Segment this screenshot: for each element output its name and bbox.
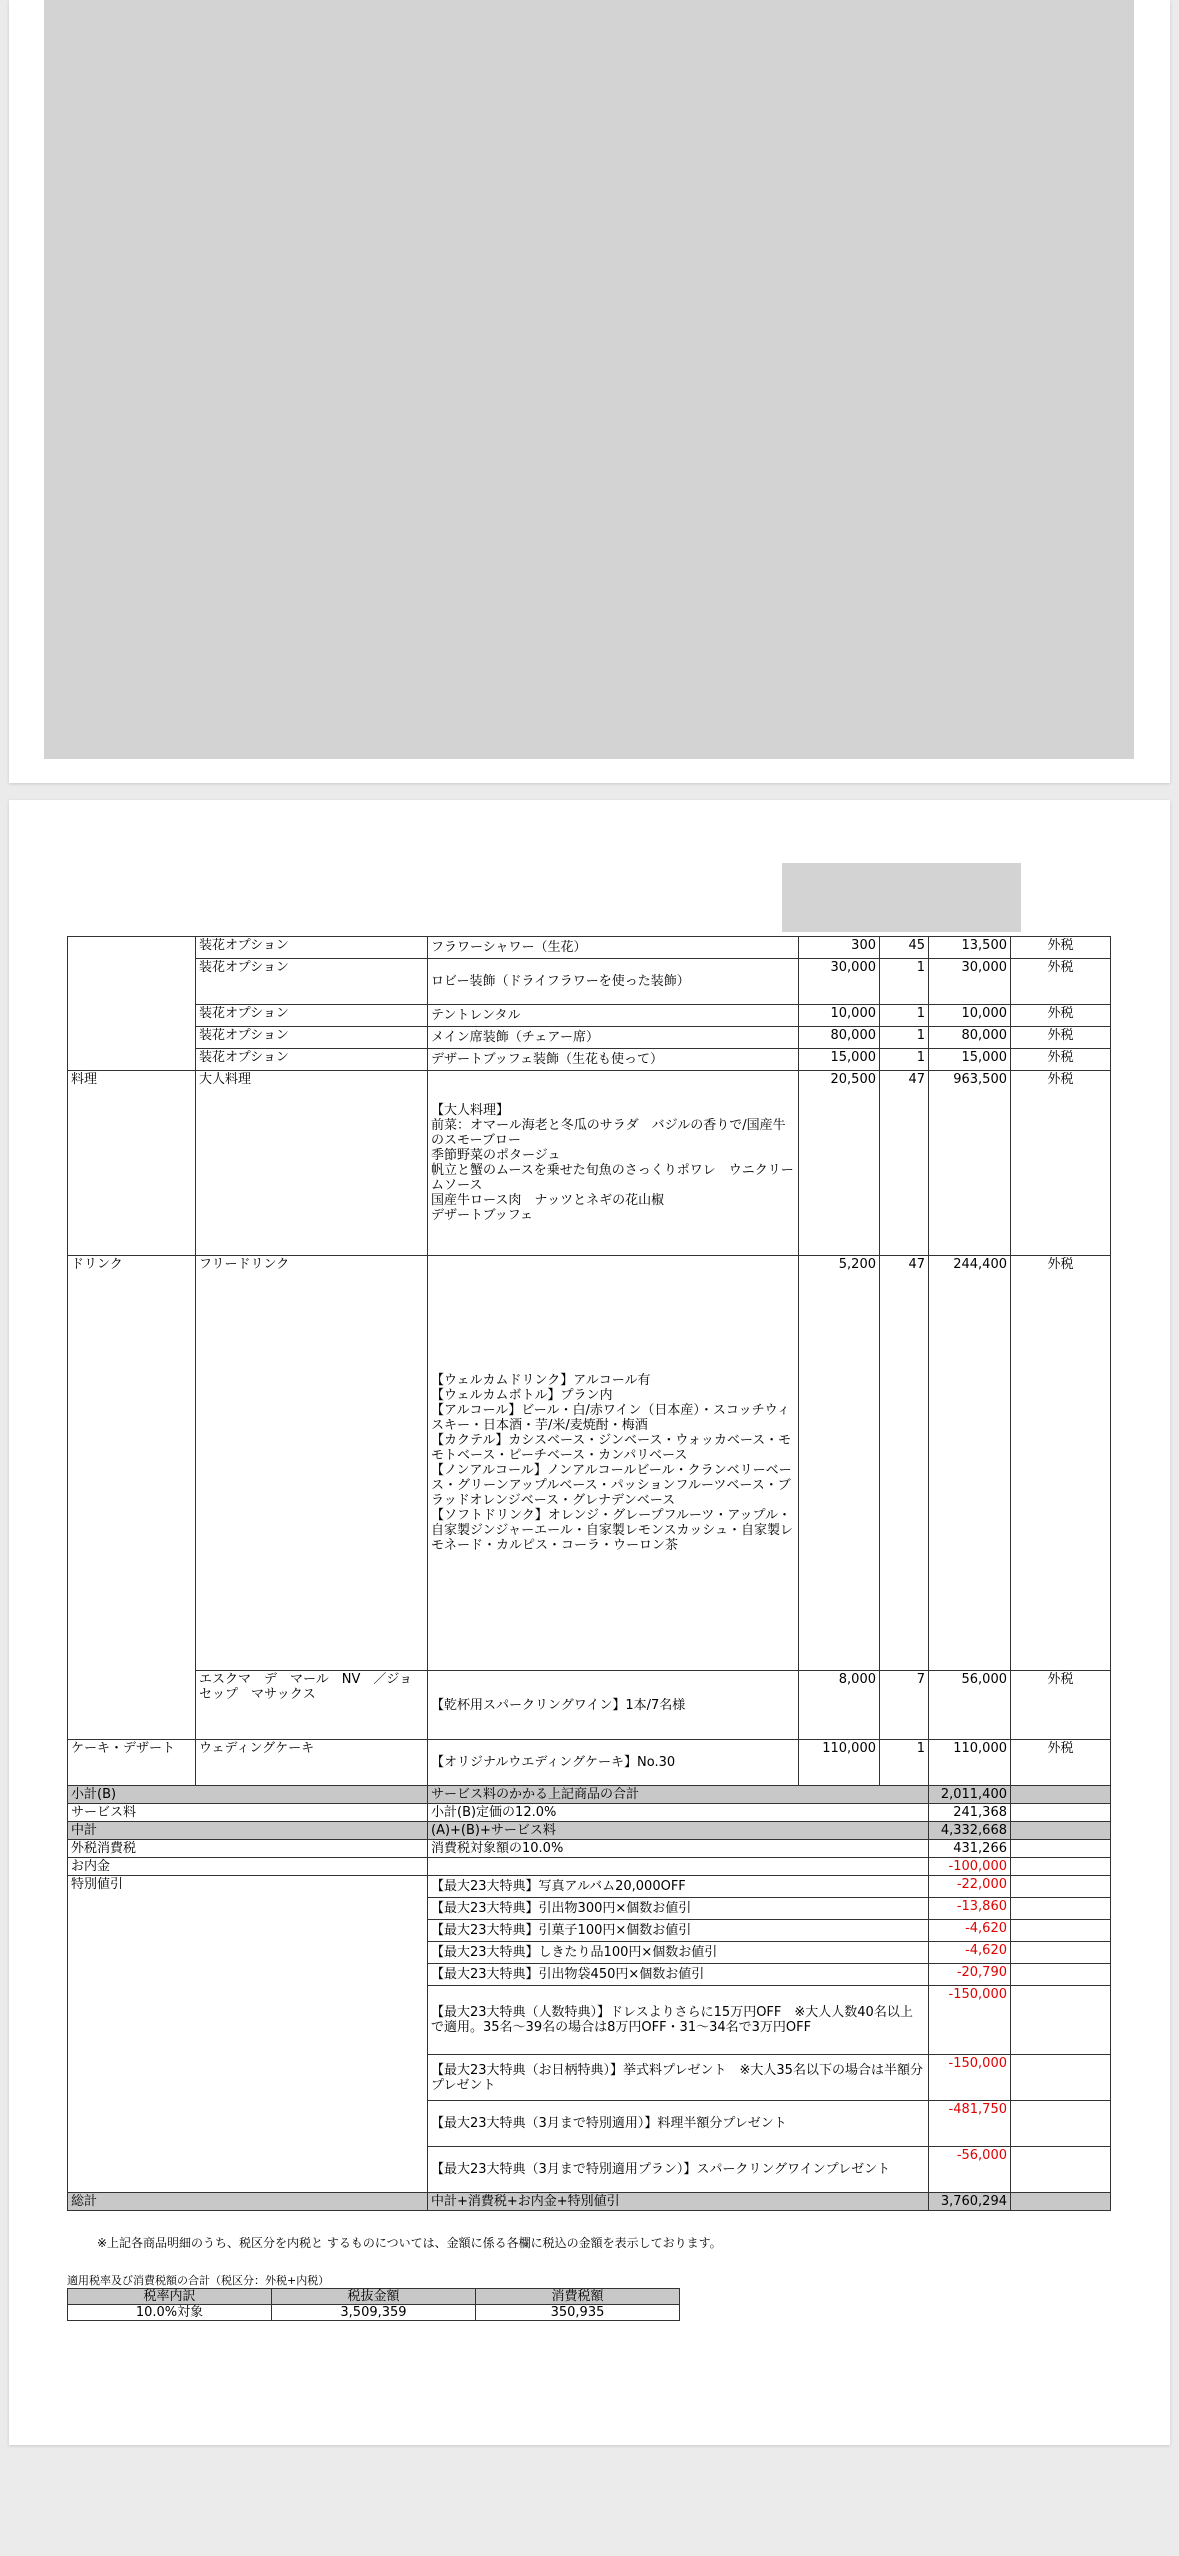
subcategory-cell: ウェディングケーキ — [196, 1740, 428, 1786]
summary-empty — [1011, 1920, 1111, 1942]
summary-empty — [1011, 2101, 1111, 2147]
description-cell: ロビー装飾（ドライフラワーを使った装飾） — [428, 959, 799, 1005]
summary-amount: 4,332,668 — [929, 1822, 1011, 1840]
subcategory-cell: 装花オプション — [196, 1005, 428, 1027]
discount-amount: -22,000 — [929, 1876, 1011, 1898]
qty-cell: 1 — [880, 1740, 929, 1786]
description-cell: 【乾杯用スパークリングワイン】1本/7名様 — [428, 1671, 799, 1740]
summary-empty — [1011, 1942, 1111, 1964]
summary-empty — [1011, 1986, 1111, 2055]
redacted-box — [782, 863, 1021, 932]
total-row — [68, 2193, 1111, 2211]
deposit-row — [68, 1858, 1111, 1876]
discount-amount: -4,620 — [929, 1942, 1011, 1964]
tax-type-cell: 外税 — [1011, 937, 1111, 959]
qty-cell: 1 — [880, 1005, 929, 1027]
tax-header-cell: 消費税額 — [476, 2289, 680, 2305]
unit-price-cell: 10,000 — [799, 1005, 880, 1027]
summary-empty — [1011, 1858, 1111, 1876]
amount-cell: 80,000 — [929, 1027, 1011, 1049]
qty-cell: 47 — [880, 1071, 929, 1256]
unit-price-cell: 20,500 — [799, 1071, 880, 1256]
summary-desc: 消費税対象額の10.0% — [428, 1840, 929, 1858]
tax-type-cell: 外税 — [1011, 1071, 1111, 1256]
summary-amount: 431,266 — [929, 1840, 1011, 1858]
unit-price-cell: 8,000 — [799, 1671, 880, 1740]
subcategory-cell: 装花オプション — [196, 1049, 428, 1071]
summary-empty — [1011, 1876, 1111, 1898]
tax-type-cell: 外税 — [1011, 1671, 1111, 1740]
summary-empty — [1011, 1786, 1111, 1804]
table-row — [68, 937, 1111, 959]
discount-amount: -150,000 — [929, 1986, 1011, 2055]
discount-row — [68, 1876, 1111, 1898]
tax-cell: 350,935 — [476, 2305, 680, 2321]
tax-type-cell: 外税 — [1011, 1256, 1111, 1671]
summary-label: 総計 — [68, 2193, 428, 2211]
discount-desc: 【最大23大特典】引菓子100円×個数お値引 — [428, 1920, 929, 1942]
amount-cell: 10,000 — [929, 1005, 1011, 1027]
summary-empty — [1011, 1840, 1111, 1858]
tax-table-row — [68, 2305, 680, 2321]
discount-amount: -4,620 — [929, 1920, 1011, 1942]
qty-cell: 1 — [880, 959, 929, 1005]
subcategory-cell: 装花オプション — [196, 937, 428, 959]
category-cell: ドリンク — [68, 1256, 196, 1740]
redacted-area — [44, 0, 1134, 759]
subcategory-cell: エスクマ デ マール NV ／ジョセップ マサックス — [196, 1671, 428, 1740]
description-cell: テントレンタル — [428, 1005, 799, 1027]
discount-desc: 【最大23大特典（人数特典）】ドレスよりさらに15万円OFF ※大人人数40名以上で適用。35名～39名の場合は8万円OFF・31～34名で3万円OFF — [428, 1986, 929, 2055]
subcategory-cell: フリードリンク — [196, 1256, 428, 1671]
discount-amount: -20,790 — [929, 1964, 1011, 1986]
table-row — [68, 1027, 1111, 1049]
category-cell — [68, 937, 196, 1071]
description-cell: 【オリジナルウエディングケーキ】No.30 — [428, 1740, 799, 1786]
discount-amount: -481,750 — [929, 2101, 1011, 2147]
amount-cell: 963,500 — [929, 1071, 1011, 1256]
category-cell: 料理 — [68, 1071, 196, 1256]
tax-type-cell: 外税 — [1011, 1049, 1111, 1071]
qty-cell: 1 — [880, 1027, 929, 1049]
summary-amount: 241,368 — [929, 1804, 1011, 1822]
midtotal-row — [68, 1822, 1111, 1840]
unit-price-cell: 80,000 — [799, 1027, 880, 1049]
description-cell: フラワーシャワー（生花） — [428, 937, 799, 959]
tax-table-header — [68, 2289, 680, 2305]
table-row — [68, 959, 1111, 1005]
table-row — [68, 1256, 1111, 1671]
table-row — [68, 1071, 1111, 1256]
summary-empty — [1011, 2147, 1111, 2193]
tax-header-cell: 税抜金額 — [272, 2289, 476, 2305]
service-row — [68, 1804, 1111, 1822]
tax-summary-table — [67, 2288, 680, 2321]
tax-row — [68, 1840, 1111, 1858]
amount-cell: 56,000 — [929, 1671, 1011, 1740]
discount-amount: -13,860 — [929, 1898, 1011, 1920]
discount-desc: 【最大23大特典】写真アルバム20,000OFF — [428, 1876, 929, 1898]
amount-cell: 15,000 — [929, 1049, 1011, 1071]
summary-empty — [1011, 1822, 1111, 1840]
table-row — [68, 1049, 1111, 1071]
summary-label: 中計 — [68, 1822, 428, 1840]
discount-desc: 【最大23大特典（3月まで特別適用）】料理半額分プレゼント — [428, 2101, 929, 2147]
summary-desc: 中計+消費税+お内金+特別値引 — [428, 2193, 929, 2211]
amount-cell: 30,000 — [929, 959, 1011, 1005]
table-row — [68, 1671, 1111, 1740]
previous-page — [9, 0, 1170, 783]
amount-cell: 244,400 — [929, 1256, 1011, 1671]
summary-desc: (A)+(B)+サービス料 — [428, 1822, 929, 1840]
summary-desc: サービス料のかかる上記商品の合計 — [428, 1786, 929, 1804]
unit-price-cell: 15,000 — [799, 1049, 880, 1071]
discount-label: 特別値引 — [68, 1876, 428, 2193]
unit-price-cell: 5,200 — [799, 1256, 880, 1671]
qty-cell: 45 — [880, 937, 929, 959]
table-row — [68, 1740, 1111, 1786]
unit-price-cell: 300 — [799, 937, 880, 959]
discount-desc: 【最大23大特典】引出物袋450円×個数お値引 — [428, 1964, 929, 1986]
subcategory-cell: 大人料理 — [196, 1071, 428, 1256]
tax-type-cell: 外税 — [1011, 959, 1111, 1005]
amount-cell: 13,500 — [929, 937, 1011, 959]
tax-cell: 10.0%対象 — [68, 2305, 272, 2321]
discount-desc: 【最大23大特典（お日柄特典）】挙式料プレゼント ※大人35名以下の場合は半額分プレゼント — [428, 2055, 929, 2101]
description-cell: デザートブッフェ装飾（生花も使って） — [428, 1049, 799, 1071]
tax-cell: 3,509,359 — [272, 2305, 476, 2321]
table-row — [68, 1005, 1111, 1027]
discount-amount: -56,000 — [929, 2147, 1011, 2193]
summary-desc — [428, 1858, 929, 1876]
description-cell: メイン席装飾（チェアー席） — [428, 1027, 799, 1049]
unit-price-cell: 110,000 — [799, 1740, 880, 1786]
subcategory-cell: 装花オプション — [196, 1027, 428, 1049]
unit-price-cell: 30,000 — [799, 959, 880, 1005]
estimate-table — [67, 936, 1111, 2211]
summary-amount: -100,000 — [929, 1858, 1011, 1876]
tax-table-caption: 適用税率及び消費税額の合計（税区分：外税+内税） — [67, 2274, 330, 2287]
category-cell: ケーキ・デザート — [68, 1740, 196, 1786]
discount-desc: 【最大23大特典（3月まで特別適用プラン）】スパークリングワインプレゼント — [428, 2147, 929, 2193]
summary-label: サービス料 — [68, 1804, 428, 1822]
summary-empty — [1011, 2193, 1111, 2211]
summary-empty — [1011, 1898, 1111, 1920]
summary-amount: 2,011,400 — [929, 1786, 1011, 1804]
summary-label: 外税消費税 — [68, 1840, 428, 1858]
amount-cell: 110,000 — [929, 1740, 1011, 1786]
subcategory-cell: 装花オプション — [196, 959, 428, 1005]
summary-empty — [1011, 1964, 1111, 1986]
summary-desc: 小計(B)定価の12.0% — [428, 1804, 929, 1822]
discount-amount: -150,000 — [929, 2055, 1011, 2101]
discount-desc: 【最大23大特典】しきたり品100円×個数お値引 — [428, 1942, 929, 1964]
qty-cell: 47 — [880, 1256, 929, 1671]
summary-label: お内金 — [68, 1858, 428, 1876]
tax-type-cell: 外税 — [1011, 1740, 1111, 1786]
total-amount: 3,760,294 — [929, 2193, 1011, 2211]
description-cell: 【大人料理】 前菜：オマール海老と冬瓜のサラダ バジルの香りで/国産牛のスモーブロー 季節野菜のポタージュ 帆立と蟹のムースを乗せた旬魚のさっくりポワレ ウニクリームソース 国産牛ロース肉 ナッツとネギの花山椒 デザートブッフェ — [428, 1071, 799, 1256]
discount-desc: 【最大23大特典】引出物300円×個数お値引 — [428, 1898, 929, 1920]
subtotal-row — [68, 1786, 1111, 1804]
summary-empty — [1011, 1804, 1111, 1822]
tax-note: ※上記各商品明細のうち、税区分を内税と するものについては、金額に係る各欄に税込の金額を表示しております。 — [97, 2236, 722, 2250]
summary-empty — [1011, 2055, 1111, 2101]
tax-header-cell: 税率内訳 — [68, 2289, 272, 2305]
qty-cell: 7 — [880, 1671, 929, 1740]
tax-type-cell: 外税 — [1011, 1005, 1111, 1027]
qty-cell: 1 — [880, 1049, 929, 1071]
summary-label: 小計(B) — [68, 1786, 428, 1804]
description-cell: 【ウェルカムドリンク】アルコール有 【ウェルカムボトル】プラン内 【アルコール】ビール・白/赤ワイン（日本産）・スコッチウィスキー・日本酒・芋/米/麦焼酎・梅酒 【カクテル】カシスベース・ジンベース・ウォッカベース・モモトベース・ピーチベース・カンパリベース 【ノンアルコール】ノンアルコールビール・クランベリーベース・グリーンアップルベース・パッションフルーツベース・ブラッドオレンジベース・グレナデンベース 【ソフトドリンク】オレンジ・グレープフルーツ・アップル・自家製ジンジャーエール・自家製レモンスカッシュ・自家製レモネード・カルピス・コーラ・ウーロン茶 — [428, 1256, 799, 1671]
tax-type-cell: 外税 — [1011, 1027, 1111, 1049]
invoice-page — [9, 800, 1170, 2445]
